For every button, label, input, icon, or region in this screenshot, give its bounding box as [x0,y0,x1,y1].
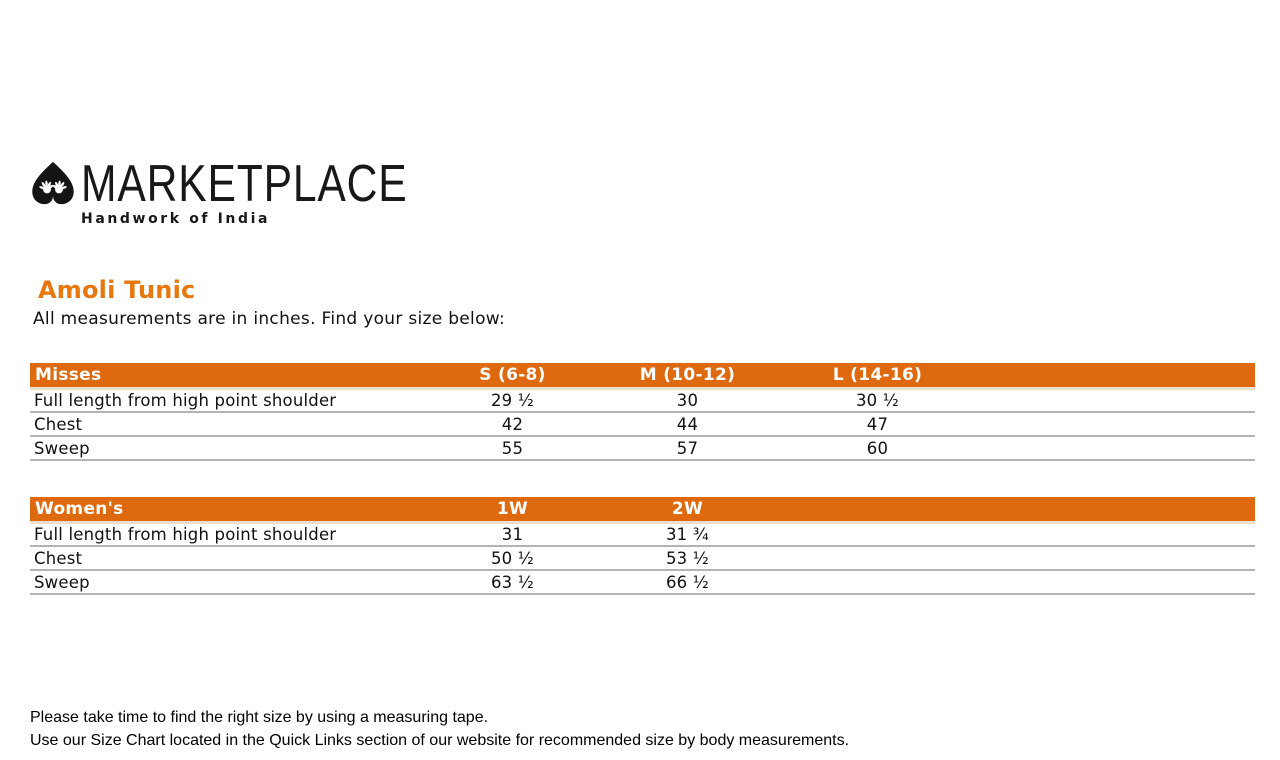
cell-filler [980,388,1255,412]
misses-table-title: Misses [30,363,425,388]
column-header-s: S (6-8) [425,363,600,388]
sizing-notes [30,706,849,752]
table-row [30,412,1255,436]
note-line: Use our Size Chart located in the Quick Links section of our website for recommended size by body measurements. [30,732,850,749]
misses-header-row [30,363,1255,388]
table-row [30,570,1255,594]
header-filler [775,497,1255,522]
cell-filler [775,522,1255,546]
column-header-l: L (14-16) [775,363,980,388]
column-header-m: M (10-12) [600,363,775,388]
cell-value: 31 [425,522,600,546]
cell-value: 30 ½ [775,388,980,412]
logo [30,155,479,227]
cell-value: 31 ¾ [600,522,775,546]
brand-name: MARKETPLACE [81,155,408,213]
cell-value: 55 [425,436,600,460]
cell-value: 47 [775,412,980,436]
row-label: Sweep [30,570,425,594]
table-row [30,522,1255,546]
cell-value: 44 [600,412,775,436]
cell-value: 66 ½ [600,570,775,594]
misses-size-table [30,363,1255,461]
row-label: Full length from high point shoulder [30,522,425,546]
cell-value: 60 [775,436,980,460]
womens-table-title: Women's [30,497,425,522]
brand-tagline: Handwork of India [81,211,271,227]
row-label: Chest [30,546,425,570]
cell-value: 57 [600,436,775,460]
cell-value: 42 [425,412,600,436]
table-row [30,436,1255,460]
column-header-2w: 2W [600,497,775,522]
cell-filler [775,570,1255,594]
cell-filler [775,546,1255,570]
womens-size-table [30,497,1255,595]
header-filler [980,363,1255,388]
row-label: Chest [30,412,425,436]
cell-value: 63 ½ [425,570,600,594]
logo-text [81,155,479,227]
note-line: Please take time to find the right size by using a measuring tape. [30,709,489,726]
womens-header-row [30,497,1255,522]
marketplace-leaf-hands-icon [30,160,76,206]
cell-value: 50 ½ [425,546,600,570]
cell-value: 30 [600,388,775,412]
table-row [30,546,1255,570]
page-title: Amoli Tunic [38,276,196,304]
cell-value: 53 ½ [600,546,775,570]
table-row [30,388,1255,412]
column-header-1w: 1W [425,497,600,522]
cell-filler [980,436,1255,460]
cell-filler [980,412,1255,436]
page-subtitle: All measurements are in inches. Find your size below: [33,309,506,329]
cell-value: 29 ½ [425,388,600,412]
row-label: Full length from high point shoulder [30,388,425,412]
row-label: Sweep [30,436,425,460]
